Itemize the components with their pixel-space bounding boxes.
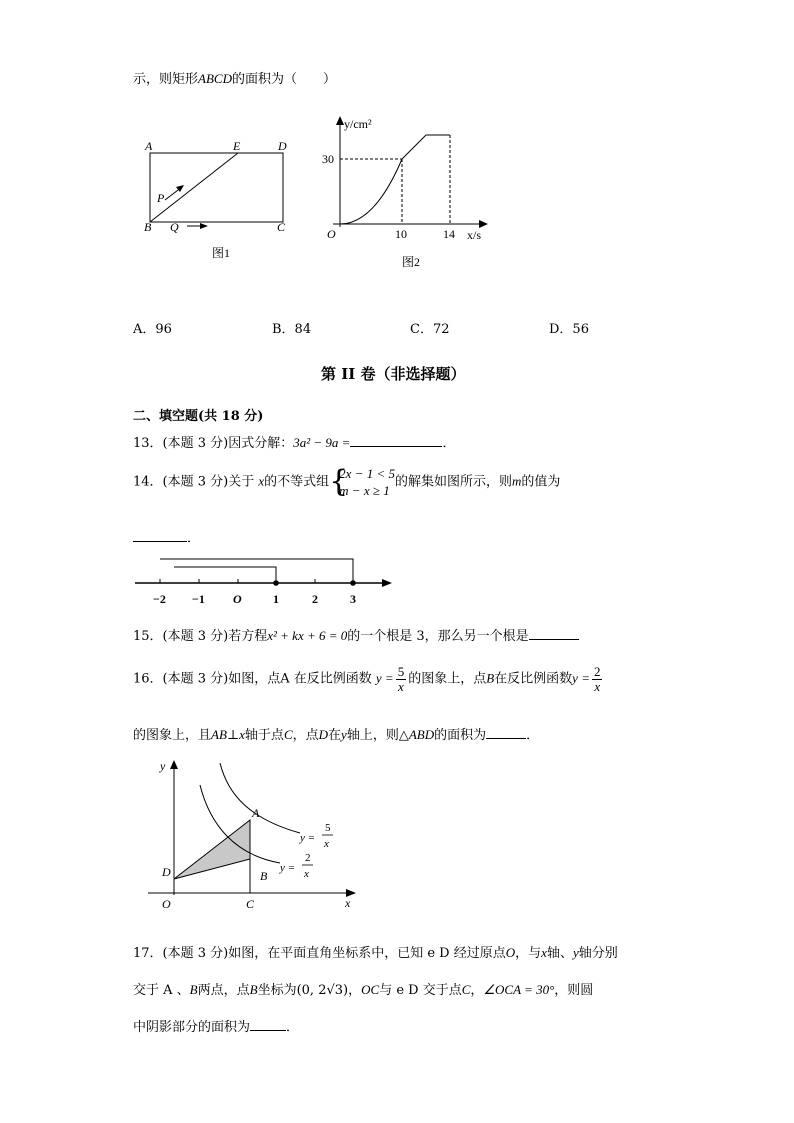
q17-line2b: 两点，点: [197, 983, 250, 998]
q16-fig-b: B: [260, 869, 268, 883]
fig1-label-a: A: [145, 139, 153, 153]
q16-abd: ABD: [408, 727, 435, 742]
q16-fig-d: D: [162, 865, 171, 879]
q12-text-end: 的面积为（ ）: [231, 72, 336, 87]
part2-title: 二、填空题(共 18 分): [133, 409, 264, 424]
q14-answer-line: [133, 527, 200, 546]
q16-mid2: 在反比例函数: [494, 671, 573, 687]
q12-option-c: C．72: [410, 322, 450, 337]
fig1-label-b: B: [144, 220, 152, 234]
q16-f1-fraction: [396, 665, 407, 693]
q16-f2-den: x: [594, 678, 601, 694]
nl-tick-1: 1: [273, 592, 279, 606]
fig1-label-d: D: [278, 139, 287, 153]
q14-number-line: [130, 552, 400, 610]
q17-o: O: [505, 945, 516, 960]
q16-f1-den: x: [398, 678, 404, 694]
q16-fig-c1-num: 5: [325, 822, 331, 834]
q16-f2-num: 2: [593, 664, 601, 679]
q17-line1: [133, 942, 618, 961]
q16-c: C: [283, 727, 293, 742]
q16-fig-c1-lhs: y =: [300, 832, 316, 844]
q17-line3-text: 中阴影部分的面积为: [133, 1020, 251, 1035]
fig2-origin: O: [327, 227, 336, 241]
q12-option-b: B．84: [272, 322, 312, 337]
q13-end: ．: [442, 436, 456, 451]
q16-f2-fraction: [592, 665, 603, 693]
fig2-caption: 图2: [402, 255, 421, 269]
section-title: 第 II 卷（非选择题）: [321, 365, 466, 383]
q17-line1b: ，与: [515, 946, 542, 961]
q16-line2-b: 轴于点: [244, 728, 284, 743]
q16-fig-origin: O: [162, 897, 171, 911]
q17-oc: OC: [361, 982, 380, 997]
fig1-caption: 图1: [212, 246, 231, 260]
q17-line2a: 交于 A 、: [133, 983, 190, 998]
fig1-label-q: Q: [170, 220, 179, 234]
q14-blank[interactable]: [133, 541, 187, 542]
q17-c: C: [461, 982, 471, 997]
q16-fig-x-axis: x: [345, 896, 351, 910]
fig2-y-label: y/cm²: [344, 117, 372, 131]
q16-figure: [140, 755, 370, 915]
q12-option-a: A．96: [133, 322, 172, 337]
q17-line2: [133, 979, 593, 998]
q16-fig-c2-lhs: y =: [280, 862, 296, 874]
q17-coord: (0, 2√3): [296, 983, 349, 998]
nl-tick-o: O: [233, 592, 242, 606]
q16-fig-c: C: [246, 897, 255, 911]
nl-tick-m1: −1: [192, 592, 205, 606]
q16-line2-a: 的图象上，且: [133, 728, 212, 743]
q14-end: 的值为: [521, 474, 561, 490]
q14-ineq2: m − x ≥ 1: [339, 483, 390, 498]
q16-ab: AB: [211, 727, 227, 742]
q13-expr: 3a² − 9a =: [293, 435, 351, 450]
q16-fig-c1-den: x: [324, 838, 329, 850]
q16-line2-f: 的面积为: [434, 728, 487, 743]
q16-f2-lhs: y =: [572, 670, 590, 686]
q17-line2e: 与 e D 交于点: [379, 983, 462, 998]
q12-rect-name: ABCD: [198, 71, 232, 86]
q12-text-a: 示，则矩形: [133, 72, 199, 87]
q17-x: x: [541, 945, 547, 960]
q16-line2-e: 轴上，则△: [346, 728, 409, 743]
q14-inequality-system: [329, 465, 395, 499]
q16-d: D: [318, 727, 329, 742]
q14-blank-end: ．: [187, 531, 201, 546]
fig2-x-tick-10: 10: [395, 227, 407, 241]
fig1-label-c: C: [277, 220, 286, 234]
q16-blank[interactable]: [486, 738, 526, 739]
q17-blank[interactable]: [250, 1030, 286, 1031]
q14-ineq1: 2x − 1 < 5: [339, 466, 395, 481]
q17-b2: B: [249, 982, 258, 997]
q14-mid: 的不等式组: [264, 474, 330, 490]
q17-line3: [133, 1016, 299, 1035]
q16-point-b: B: [486, 670, 495, 686]
q17-line2f: ，: [470, 983, 484, 998]
nl-tick-m2: −2: [153, 592, 166, 606]
fig2-x-tick-14: 14: [443, 227, 455, 241]
q14-prefix: 14．(本题 3 分)关于: [133, 474, 255, 490]
nl-tick-2: 2: [312, 592, 318, 606]
q15-prefix: 15．(本题 3 分)若方程: [133, 629, 268, 644]
q15-line: [133, 625, 579, 644]
q17-b: B: [189, 982, 198, 997]
q12-tail-line: [133, 68, 336, 87]
q17-line3-end: ．: [286, 1020, 300, 1035]
q16-fig-y-axis: y: [160, 759, 166, 773]
fig2-y-tick: 30: [322, 152, 334, 166]
q17-line1c: 轴、: [546, 946, 573, 961]
q16-line2: [133, 724, 539, 743]
q17-y: y: [572, 945, 579, 960]
fig2-x-label: x/s: [467, 228, 482, 242]
q16-line2-end: ．: [526, 728, 540, 743]
q12-figure-1: [135, 135, 305, 265]
q16-fig-c2-den: x: [304, 868, 309, 880]
q13-blank[interactable]: [350, 446, 442, 447]
q15-blank[interactable]: [529, 639, 579, 640]
nl-tick-3: 3: [350, 592, 356, 606]
q14-suffix: 的解集如图所示，则: [395, 474, 513, 490]
brace-glyph: {: [329, 464, 349, 499]
q13-prefix: 13．(本题 3 分)因式分解：: [133, 436, 294, 451]
q17-angle: ∠OCA = 30°: [483, 982, 555, 997]
q15-expr: x² + kx + 6 = 0: [267, 628, 348, 643]
q14-var-x: x: [258, 473, 265, 489]
q16-x: x: [239, 727, 245, 742]
q17-line1d: 轴分别: [578, 946, 618, 961]
q12-option-d: D．56: [549, 322, 589, 337]
q16-fig-c2-num: 2: [305, 852, 311, 864]
q16-f1-lhs: y =: [375, 670, 394, 686]
q16-fig-a: A: [252, 806, 260, 820]
q16-line2-c: ，点: [292, 728, 319, 743]
q16-line2-d: 在: [328, 728, 342, 743]
q14-line: [133, 465, 560, 499]
q16-prefix: 16．(本题 3 分)如图，点A 在反比例函数: [133, 671, 372, 687]
q16-perp: ⊥: [226, 728, 240, 743]
q16-line1: [133, 665, 604, 693]
q13-line: [133, 432, 455, 451]
fig1-label-p: P: [157, 191, 165, 205]
q17-line2c: 坐标为: [257, 983, 297, 998]
q12-figure-2: [318, 112, 498, 272]
q16-mid: 的图象上，点: [408, 671, 487, 687]
q16-f1-num: 5: [397, 664, 405, 679]
q15-suffix: 的一个根是 3，那么另一个根是: [347, 629, 529, 644]
q17-line1-text: 17．(本题 3 分)如图，在平面直角坐标系中，已知 e D 经过原点: [133, 946, 506, 961]
q16-y: y: [341, 727, 347, 742]
q17-line2g: ，则圆: [554, 983, 594, 998]
q14-var-m: m: [512, 473, 522, 489]
q17-line2d: ，: [348, 983, 362, 998]
fig1-label-e: E: [233, 139, 241, 153]
